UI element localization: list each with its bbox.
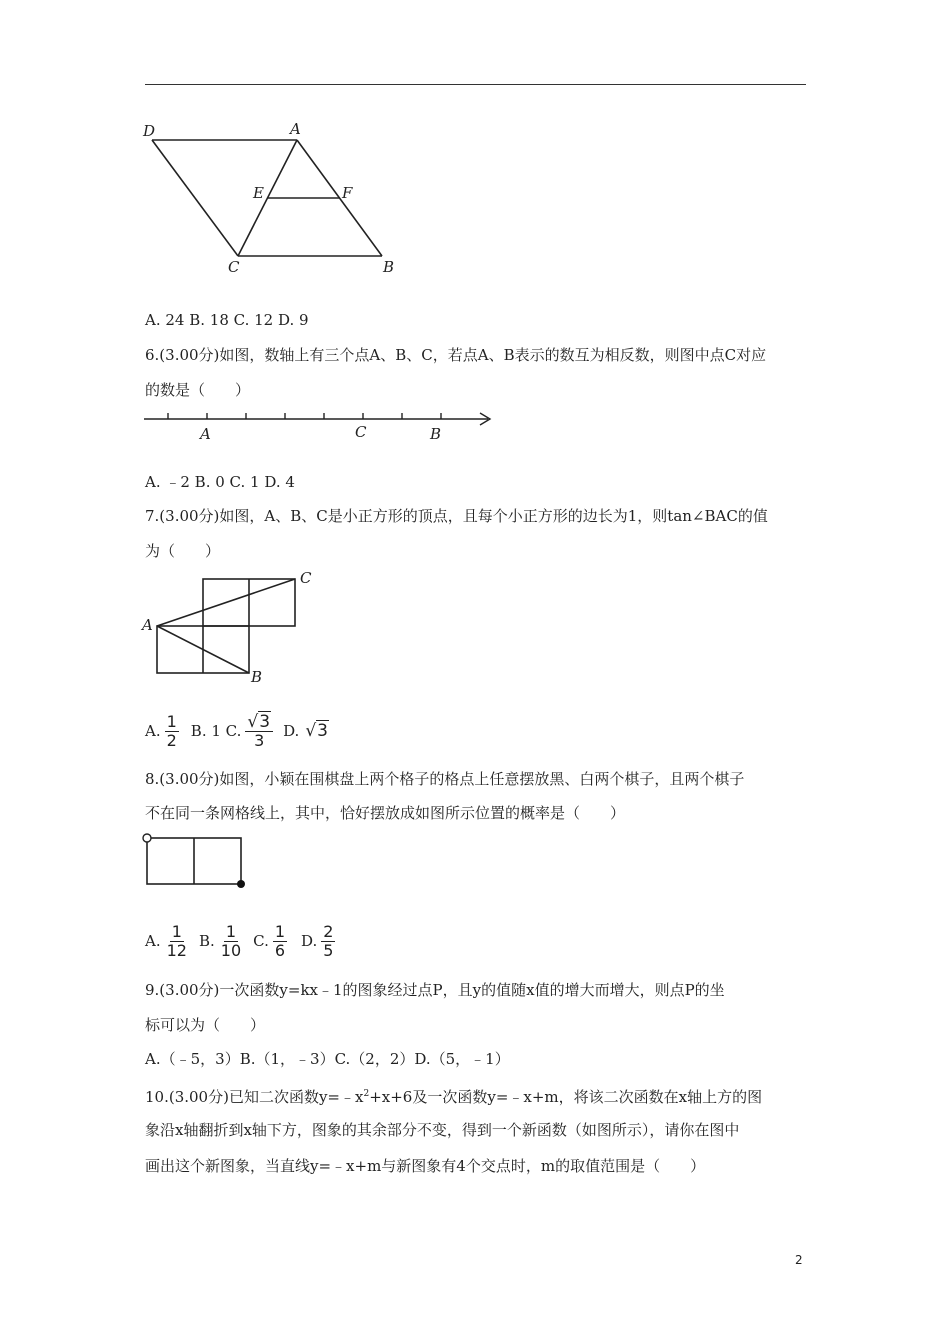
q8-options [145, 918, 339, 964]
q8-opt-c: C. [253, 932, 269, 950]
label-a: A [290, 120, 301, 138]
numline-label-a: A [200, 425, 211, 443]
q7-options [145, 708, 329, 754]
q7-frac-c: $\frac{√3}{3}$ [245, 713, 273, 750]
q6-line1: 6.(3.00分)如图，数轴上有三个点A、B、C，若点A、B表示的数互为相反数，则图中点C对应 [145, 346, 767, 364]
q8-frac-c: $\frac{1}{6}$ [274, 921, 286, 960]
q8-frac-a: $\frac{1}{12}$ [166, 921, 187, 960]
label-f: F [342, 184, 353, 202]
q7-frac-a: $\frac{1}{2}$ [166, 711, 177, 750]
q10-line2: 象沿x轴翻折到x轴下方，图象的其余部分不变，得到一个新函数（如图所示），请你在图中 [145, 1121, 740, 1139]
q8-line2: 不在同一条网格线上，其中，恰好摆放成如图所示位置的概率是（ ） [145, 804, 626, 822]
numline-label-c: C [355, 423, 367, 441]
q10-line3: 画出这个新图象，当直线y=﹣x+m与新图象有4个交点时，m的取值范围是（ ） [145, 1157, 706, 1175]
parallelogram-figure [140, 118, 410, 278]
q9-options: A.（﹣5，3）B.（1，﹣3）C.（2，2）D.（5，﹣1） [145, 1050, 510, 1068]
q7-line1: 7.(3.00分)如图，A、B、C是小正方形的顶点，且每个小正方形的边长为1，则tan∠BAC的值 [145, 507, 768, 525]
q7-opt-d: D. [283, 722, 300, 740]
grid-figure [140, 566, 330, 688]
white-stone [143, 834, 151, 842]
q6-options: A. ﹣2 B. 0 C. 1 D. 4 [145, 473, 295, 491]
q8-opt-b: B. [198, 932, 215, 950]
header-rule [145, 84, 806, 85]
q8-line1: 8.(3.00分)如图，小颖在围棋盘上两个格子的格点上任意摆放黑、白两个棋子，且两个棋子 [145, 770, 745, 788]
q7-line2: 为（ ） [145, 542, 221, 560]
grid-label-b: B [251, 668, 263, 686]
label-b: B [383, 258, 395, 276]
grid-label-c: C [300, 569, 312, 587]
q5-options: A. 24 B. 18 C. 12 D. 9 [145, 311, 309, 329]
q7-opt-b-c: B. 1 C. [190, 722, 242, 740]
label-d: D [143, 122, 156, 140]
q6-line2: 的数是（ ） [145, 381, 251, 399]
q8-opt-a: A. [145, 932, 161, 950]
q7-sqrt-d: √3 [305, 721, 328, 741]
q10-line1: 10.(3.00分)已知二次函数$y=﹣x^2+x+6$及一次函数y=﹣x+m，将该二次函数在x轴上方的图 [145, 1088, 763, 1106]
q7-opt-a: A. [145, 722, 161, 740]
page-number: 2 [795, 1253, 803, 1267]
q8-frac-d: $\frac{2}{5}$ [323, 921, 334, 960]
number-line-figure [140, 405, 500, 450]
go-board-figure [140, 830, 250, 892]
grid-label-a: A [142, 616, 153, 634]
q8-frac-b: $\frac{1}{10}$ [220, 921, 242, 960]
q9-line1: 9.(3.00分)一次函数y=kx﹣1的图象经过点P，且y的值随x值的增大而增大，则点P的坐 [145, 981, 725, 999]
q8-opt-d: D. [301, 932, 318, 950]
label-e: E [253, 184, 264, 202]
q9-line2: 标可以为（ ） [145, 1016, 266, 1034]
numline-label-b: B [430, 425, 442, 443]
label-c: C [228, 258, 240, 276]
black-stone [237, 880, 245, 888]
